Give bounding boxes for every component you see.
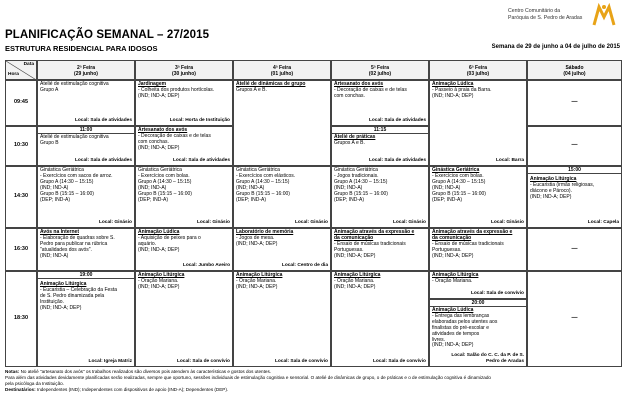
day-date: (03 julho) xyxy=(466,71,490,77)
activity-line: (DEP; IND-A) xyxy=(138,196,168,203)
activity-fri-2000 xyxy=(429,299,527,367)
activity-title: Animação Lúdica xyxy=(432,81,474,87)
day-header-tue xyxy=(135,60,233,80)
activity-title: Animação Lúdica xyxy=(138,229,180,235)
page-title: PLANIFICAÇÃO SEMANAL – 27/2015 xyxy=(5,29,210,41)
activity-title: Ginástica Geriátrica xyxy=(40,167,84,173)
activity-line: - Exercícios com sacos de arroz. xyxy=(40,172,113,179)
activity-fri-1630 xyxy=(429,228,527,271)
note-3: pela psicóloga da Instituição. xyxy=(5,381,64,386)
activity-sat-1030: — xyxy=(527,126,622,166)
activity-location: Local: Ginásio xyxy=(98,220,132,226)
activity-line: Instituição. xyxy=(40,298,64,305)
activity-line: (IND; IND-A; DEP) xyxy=(236,240,278,247)
time-1430: 14:30 xyxy=(5,166,37,228)
day-name: 2ª Feira xyxy=(77,65,95,71)
activity-line: (DEP; IND-A) xyxy=(334,196,364,203)
activity-start-time: 19:00 xyxy=(38,272,134,279)
day-date: (04 julho) xyxy=(563,71,586,77)
activity-location: Local: Sala de convívio xyxy=(176,359,230,365)
activity-line: diácono e Pároco). xyxy=(530,187,572,194)
schedule-table xyxy=(5,60,622,367)
day-header-thu xyxy=(331,60,429,80)
activity-location: Local: Sala de atividades xyxy=(368,118,426,124)
activity-tue-1630 xyxy=(135,228,233,271)
day-name: Sábado xyxy=(565,65,584,71)
activity-title: Animação Litúrgica xyxy=(432,272,479,278)
note-text: No atelié "artesanato dos avós" os trabalhos realizados são diversos pois atendem às características e gostos dos utentes. xyxy=(19,369,272,374)
org-line-2: Paróquia de S. Pedro de Aradas xyxy=(508,14,583,21)
activity-sat-1430 xyxy=(527,166,622,228)
activity-location: Local: Sala de convívio xyxy=(372,359,426,365)
activity-line: (IND; IND-A; DEP) xyxy=(432,252,474,259)
notes-label: Notas: xyxy=(5,369,20,374)
activity-location: Local: Horta de Instituição xyxy=(169,118,230,124)
activity-location: Local: Sala de convívio xyxy=(470,291,524,297)
activity-line: - Decoração de caixas e de telas xyxy=(334,86,407,93)
activity-title: Animação Litúrgica xyxy=(530,176,577,182)
activity-title: Avós na Internet xyxy=(40,229,79,235)
activity-title: Atelié de dinâmicas de grupo xyxy=(236,81,306,87)
activity-title-cont: da comunicação xyxy=(334,234,374,241)
activity-location: Local: Ginásio xyxy=(490,220,524,226)
org-line-1: Centro Comunitário da xyxy=(508,8,561,14)
activity-thu-0945 xyxy=(331,80,429,126)
activity-line: atividades de tempos xyxy=(432,330,480,337)
day-date: (29 junho) xyxy=(74,71,98,77)
recipients-label: Destinatários: xyxy=(5,387,36,392)
activity-title: Laboratório de memória xyxy=(236,229,294,235)
activity-location: Local: Sala de atividades xyxy=(74,118,132,124)
activity-line: - Oração Mariana. xyxy=(432,277,473,284)
day-name: 3ª Feira xyxy=(175,65,193,71)
activity-title: Artesanato dos avós xyxy=(334,81,384,87)
activity-line: (IND; IND-A; DEP) xyxy=(138,283,180,290)
activity-line: finalistas do pré-escolar e xyxy=(432,324,489,331)
activity-line: - Colheita dos produtos hortícolas. xyxy=(138,86,215,93)
activity-mon-1830 xyxy=(37,271,135,367)
day-header-mon xyxy=(37,60,135,80)
activity-line: - Exercícios com bolas. xyxy=(432,172,484,179)
day-date: (02 julho) xyxy=(368,71,392,77)
activity-title: Ginástica Geriátrica xyxy=(236,167,280,173)
week-range: Semana de 29 de junho a 04 de julho de 2015 xyxy=(491,44,620,50)
activity-mon-0945 xyxy=(37,80,135,126)
activity-line: - Exercícios com elásticos. xyxy=(236,172,296,179)
activity-title: Atelié de estimulação cognitiva xyxy=(40,134,109,140)
activity-location: Local: Jumbo Aveiro xyxy=(182,263,230,269)
recipients xyxy=(5,387,620,393)
activity-line: (IND; IND-A; DEP) xyxy=(236,283,278,290)
activity-location: Local: Igreja Matriz xyxy=(88,359,132,365)
day-name: 6ª Feira xyxy=(469,65,487,71)
activity-line: Grupos A e B. xyxy=(236,86,267,93)
activity-line: - Exercícios com bolas. xyxy=(138,172,190,179)
activity-line: (DEP; IND-A) xyxy=(432,196,462,203)
activity-fri-1830 xyxy=(429,271,527,299)
activity-location: Local: Salão do C. C. da P. de S. xyxy=(451,353,524,359)
activity-title: Ginástica Geriátrica xyxy=(432,167,480,173)
activity-tue-1430 xyxy=(135,166,233,228)
activity-line: - Decoração de caixas e de telas xyxy=(138,132,211,139)
activity-line: - Jogos tradicionais. xyxy=(334,172,379,179)
activity-title: Animação Litúrgica xyxy=(236,272,283,278)
activity-line: (IND; IND-A) xyxy=(40,252,69,259)
activity-line: Grupo A (14:30 – 15:15) xyxy=(432,178,486,185)
activity-mon-1430 xyxy=(37,166,135,228)
corner-cell xyxy=(5,60,37,80)
activity-line: - Jogos de mesa. xyxy=(236,234,275,241)
activity-line: - Ensaio de músicas tradicionais xyxy=(334,240,406,247)
activity-line: (IND; IND-A; DEP) xyxy=(138,246,180,253)
activity-line: com conchas. xyxy=(334,92,365,99)
activity-line: (IND; IND-A) xyxy=(40,184,69,191)
activity-line: (IND; IND-A; DEP) xyxy=(40,304,82,311)
activity-mon-1630 xyxy=(37,228,135,271)
recipients-text: Independentes (IND); Independentes com dispositivos de apoio (IND-A); Dependentes (DEP). xyxy=(35,387,229,392)
activity-start-time: 20:00 xyxy=(430,300,526,307)
activity-line: livres. xyxy=(432,336,446,343)
activity-line: "atualidades dos avós". xyxy=(40,246,92,253)
activity-line: (IND; IND-A; DEP) xyxy=(432,342,474,349)
time-1830: 18:30 xyxy=(5,271,37,367)
activity-sat-1630: — xyxy=(527,228,622,271)
activity-line: - Oração Mariana. xyxy=(236,277,277,284)
activity-line: Grupo A (14:30 – 15:15) xyxy=(334,178,388,185)
activity-line: Grupo B (15:15 – 16:00) xyxy=(40,190,94,197)
activity-line: (IND; IND-A; DEP) xyxy=(432,92,474,99)
day-name: 4ª Feira xyxy=(273,65,291,71)
activity-line: (IND; IND-A; DEP) xyxy=(138,144,180,151)
activity-location: Local: Sala de atividades xyxy=(368,158,426,164)
activity-line: - Eucaristia (irmãs religiosas, xyxy=(530,181,595,188)
activity-line: (IND; IND-A; DEP) xyxy=(334,252,376,259)
activity-line: Grupo B xyxy=(40,139,59,146)
activity-line: - Oração Mariana. xyxy=(334,277,375,284)
activity-line: Grupo B (15:15 – 16:00) xyxy=(236,190,290,197)
activity-thu-1030 xyxy=(331,126,429,166)
activity-location: Local: Ginásio xyxy=(392,220,426,226)
day-date: (30 junho) xyxy=(172,71,196,77)
activity-location: Local: Sala de atividades xyxy=(74,158,132,164)
activity-line: aquário. xyxy=(138,240,157,247)
day-name: 5ª Feira xyxy=(371,65,389,71)
corner-hora-label: Hora xyxy=(8,72,19,78)
activity-thu-1630 xyxy=(331,228,429,271)
activity-line: elaboradas pelos utentes aos xyxy=(432,318,498,325)
activity-start-time: 11:00 xyxy=(38,127,134,134)
activity-sat-0945: — xyxy=(527,80,622,126)
activity-line: (IND; IND-A) xyxy=(334,184,363,191)
activity-location: Local: Barra xyxy=(496,158,524,164)
activity-line: - Eucaristia – Celebração da Festa xyxy=(40,286,117,293)
activity-tue-1830 xyxy=(135,271,233,367)
activity-title: Animação Litúrgica xyxy=(334,272,381,278)
activity-line: - Entrega das lembranças xyxy=(432,312,490,319)
activity-title: Animação Litúrgica xyxy=(138,272,185,278)
activity-line: (IND; IND-A) xyxy=(236,184,265,191)
activity-start-time: 11:15 xyxy=(332,127,428,134)
organization-logo xyxy=(590,3,624,27)
activity-title: Animação através da expressão e xyxy=(432,229,513,235)
activity-location: Local: Sala de convívio xyxy=(274,359,328,365)
activity-location: Local: Capela xyxy=(587,220,619,226)
activity-thu-1430 xyxy=(331,166,429,228)
activity-title: Artesanato dos avós xyxy=(138,127,188,133)
activity-location: Local: Ginásio xyxy=(294,220,328,226)
activity-line: (IND; IND-A) xyxy=(432,184,461,191)
activity-wed-0945 xyxy=(233,80,331,166)
activity-line: - Ensaio de músicas tradicionais xyxy=(432,240,504,247)
activity-title-cont: da comunicação xyxy=(432,234,472,241)
activity-mon-1030 xyxy=(37,126,135,166)
activity-line: Portuguesas. xyxy=(334,246,364,253)
activity-wed-1630 xyxy=(233,228,331,271)
activity-line: Grupo A xyxy=(40,86,59,93)
activity-line: Grupo B (15:15 – 16:00) xyxy=(334,190,388,197)
activity-line: - Passeio à praia da Barra. xyxy=(432,86,492,93)
activity-start-time: 15:00 xyxy=(528,167,621,174)
activity-fri-1430 xyxy=(429,166,527,228)
activity-line: Grupo B (15:15 – 16:00) xyxy=(138,190,192,197)
activity-title: Atelié de estimulação cognitiva xyxy=(40,81,109,87)
activity-title: Animação Litúrgica xyxy=(40,281,87,287)
day-header-fri xyxy=(429,60,527,80)
day-header-sat xyxy=(527,60,622,80)
activity-location-cont: Pedro de Aradas xyxy=(486,359,524,365)
activity-line: (IND; IND-A; DEP) xyxy=(138,92,180,99)
activity-wed-1430 xyxy=(233,166,331,228)
organization-name xyxy=(508,8,582,21)
activity-line: com conchas. xyxy=(138,138,169,145)
activity-thu-1830 xyxy=(331,271,429,367)
activity-line: de S. Pedro dinamizada pela xyxy=(40,292,105,299)
activity-title: Animação Lúdica xyxy=(432,307,474,313)
activity-title: Jardinagem xyxy=(138,81,167,87)
corner-data-label: Data xyxy=(23,62,34,67)
activity-location: Local: Ginásio xyxy=(196,220,230,226)
activity-tue-0945 xyxy=(135,80,233,126)
activity-line: Grupo A (14:30 – 15:15) xyxy=(236,178,290,185)
time-1630: 16:30 xyxy=(5,228,37,271)
activity-title: Ginástica Geriátrica xyxy=(334,167,378,173)
time-0945: 09:45 xyxy=(5,80,37,126)
activity-line: Grupo A (14:30 – 15:15) xyxy=(138,178,192,185)
activity-tue-1030 xyxy=(135,126,233,166)
day-date: (01 julho) xyxy=(270,71,294,77)
page-subtitle: ESTRUTURA RESIDENCIAL PARA IDOSOS xyxy=(5,44,158,53)
activity-title: Animação através da expressão e xyxy=(334,229,415,235)
activity-location: Local: Centro de dia xyxy=(281,263,328,269)
day-header-wed xyxy=(233,60,331,80)
activity-line: - Elaboração de quadras sobre S. xyxy=(40,234,115,241)
activity-line: - Oração Mariana. xyxy=(138,277,179,284)
activity-fri-0945 xyxy=(429,80,527,166)
activity-line: (IND; IND-A) xyxy=(138,184,167,191)
activity-line: Grupo B (15:15 – 16:00) xyxy=(432,190,486,197)
activity-line: (DEP; IND-A) xyxy=(40,196,70,203)
time-1030: 10:30 xyxy=(5,126,37,166)
activity-title: Ginástica Geriátrica xyxy=(138,167,182,173)
notes-section xyxy=(5,369,620,393)
activity-line: Pedro para publicar na rúbrica xyxy=(40,240,108,247)
activity-line: (IND; IND-A; DEP) xyxy=(530,193,572,200)
activity-line: Grupo A (14:30 – 15:15) xyxy=(40,178,94,185)
activity-title: Atelié de práticas xyxy=(334,134,376,140)
activity-line: (DEP; IND-A) xyxy=(236,196,266,203)
activity-location: Local: Sala de atividades xyxy=(172,158,230,164)
activity-line: - Aquisição de peixes para o xyxy=(138,234,201,241)
activity-line: (IND; IND-A; DEP) xyxy=(334,283,376,290)
activity-line: Portuguesas. xyxy=(432,246,462,253)
activity-sat-1830: — xyxy=(527,271,622,367)
activity-line: Grupos A e B. xyxy=(334,139,365,146)
note-2: Para além das atividades devidamente planificadas serão realizadas, sempre que oportuno, sessões individuais de estimulação cognitiva e sensorial. O atelié de dinâmicas de grupo, o de práticas e o de estimulação cognitiva é dinamizado xyxy=(5,375,491,380)
activity-wed-1830 xyxy=(233,271,331,367)
